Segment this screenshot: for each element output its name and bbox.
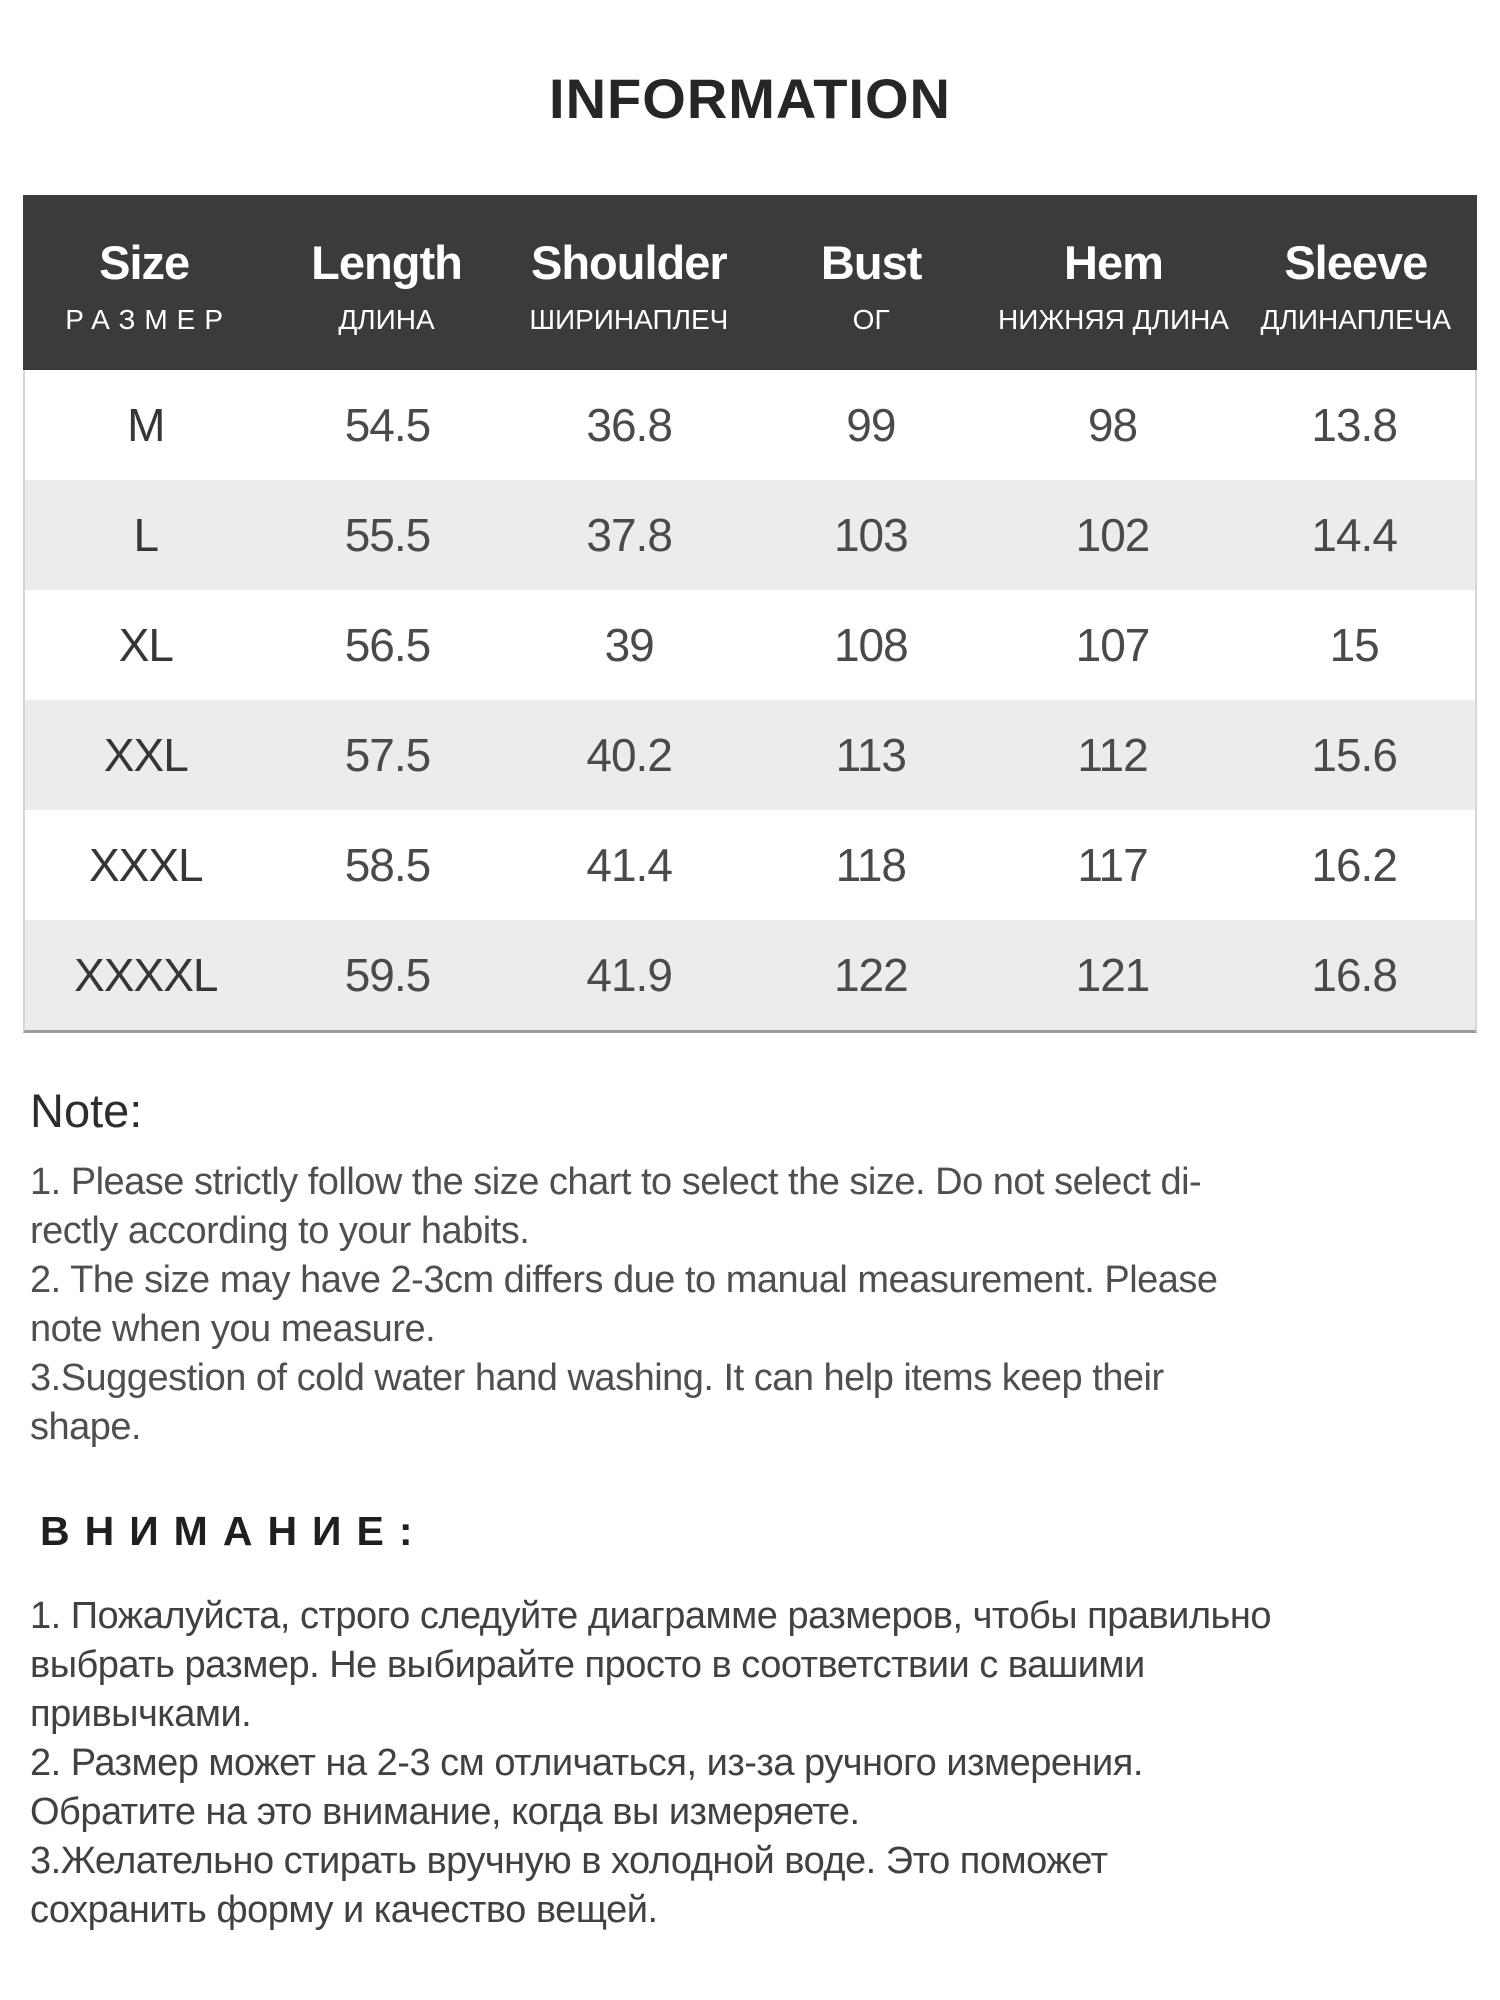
size-chart-body [23,370,1477,1033]
column-header-ru-label: ДЛИНАПЛЕЧА [1260,304,1452,335]
table-row-xl [25,590,1475,700]
measurement-cell: 41.9 [586,949,672,1001]
measurement-cell: 56.5 [344,619,431,671]
note-line: shape. [30,1406,142,1448]
measurement-cell: 57.5 [344,729,431,781]
measurement-cell: 14.4 [1311,509,1397,561]
column-header-size [23,195,265,370]
measurement-cell: 122 [833,949,908,1001]
measurement-cell: 37.8 [586,509,672,561]
note-line: выбрать размер. Не выбирайте просто в соответствии с вашими [30,1644,1145,1686]
measurement-cell: 54.5 [344,399,431,451]
size-chart-table [23,195,1477,1033]
measurement-cell: 55.5 [344,509,431,561]
column-header-en-label: Sleeve [1284,236,1428,289]
note-line: 2. The size may have 2-3cm differs due to manual measurement. Please [30,1259,1218,1301]
measurement-cell: 103 [833,509,908,561]
table-row-l [25,480,1475,590]
size-cell: XXXL [89,839,203,891]
table-row-m [25,370,1475,480]
measurement-cell: 102 [1075,509,1150,561]
size-cell: M [127,399,165,451]
size-cell: XXXXL [74,949,218,1001]
column-header-ru-label: ОГ [852,304,890,335]
note-line: 3.Желательно стирать вручную в холодной воде. Это поможет [30,1840,1108,1882]
column-header-length [265,195,507,370]
note-text-en [30,1158,1480,1452]
measurement-cell: 107 [1075,619,1150,671]
column-header-sleeve [1235,195,1477,370]
measurement-cell: 113 [835,729,906,781]
measurement-cell: 99 [846,399,896,451]
note-heading-ru: ВНИМАНИЕ: [40,1508,428,1554]
column-header-ru-label: ДЛИНА [338,304,435,335]
note-line: 2. Размер может на 2-3 см отличаться, из-за ручного измерения. [30,1742,1143,1784]
measurement-cell: 13.8 [1311,399,1397,451]
size-chart-header-row [23,195,1477,370]
note-line: rectly according to your habits. [30,1210,530,1252]
measurement-cell: 112 [1077,729,1148,781]
note-line: 3.Suggestion of cold water hand washing. It can help items keep their [30,1357,1164,1399]
note-line: сохранить форму и качество вещей. [30,1889,658,1931]
measurement-cell: 36.8 [586,399,672,451]
page-title: INFORMATION [549,67,951,130]
column-header-en-label: Shoulder [530,236,727,289]
column-header-ru-label: РАЗМЕР [65,304,233,335]
note-line: 1. Пожалуйста, строго следуйте диаграмме размеров, чтобы правильно [30,1595,1271,1637]
measurement-cell: 15.6 [1311,729,1397,781]
note-line: Обратите на это внимание, когда вы измеряете. [30,1791,860,1833]
measurement-cell: 108 [833,619,908,671]
measurement-cell: 118 [835,839,906,891]
column-header-en-label: Size [99,236,190,289]
measurement-cell: 16.2 [1311,839,1397,891]
note-line: привычками. [30,1693,252,1735]
measurement-cell: 121 [1075,949,1150,1001]
measurement-cell: 41.4 [586,839,672,891]
measurement-cell: 98 [1087,399,1138,451]
note-line: note when you measure. [30,1308,436,1350]
column-header-ru-label: НИЖНЯЯ ДЛИНА [997,304,1229,335]
column-header-en-label: Bust [820,236,922,289]
size-cell: L [133,509,159,561]
column-header-hem [992,195,1234,370]
measurement-cell: 40.2 [586,729,672,781]
table-row-xxxxl [25,920,1475,1030]
size-cell: XXL [103,729,188,781]
column-header-shoulder [508,195,750,370]
measurement-cell: 117 [1077,839,1148,891]
column-header-en-label: Length [311,236,462,289]
note-text-ru [30,1592,1480,1935]
measurement-cell: 39 [604,619,654,671]
measurement-cell: 58.5 [344,839,431,891]
table-row-xxxl [25,810,1475,920]
measurement-cell: 15 [1329,619,1379,671]
column-header-en-label: Hem [1064,236,1163,289]
measurement-cell: 16.8 [1311,949,1397,1001]
table-row-xxl [25,700,1475,810]
size-cell: XL [118,619,173,671]
measurement-cell: 59.5 [344,949,431,1001]
note-heading-en: Note: [30,1084,143,1137]
column-header-ru-label: ШИРИНАПЛЕЧ [529,304,729,335]
note-line: 1. Please strictly follow the size chart to select the size. Do not select di- [30,1161,1202,1203]
column-header-bust [750,195,992,370]
